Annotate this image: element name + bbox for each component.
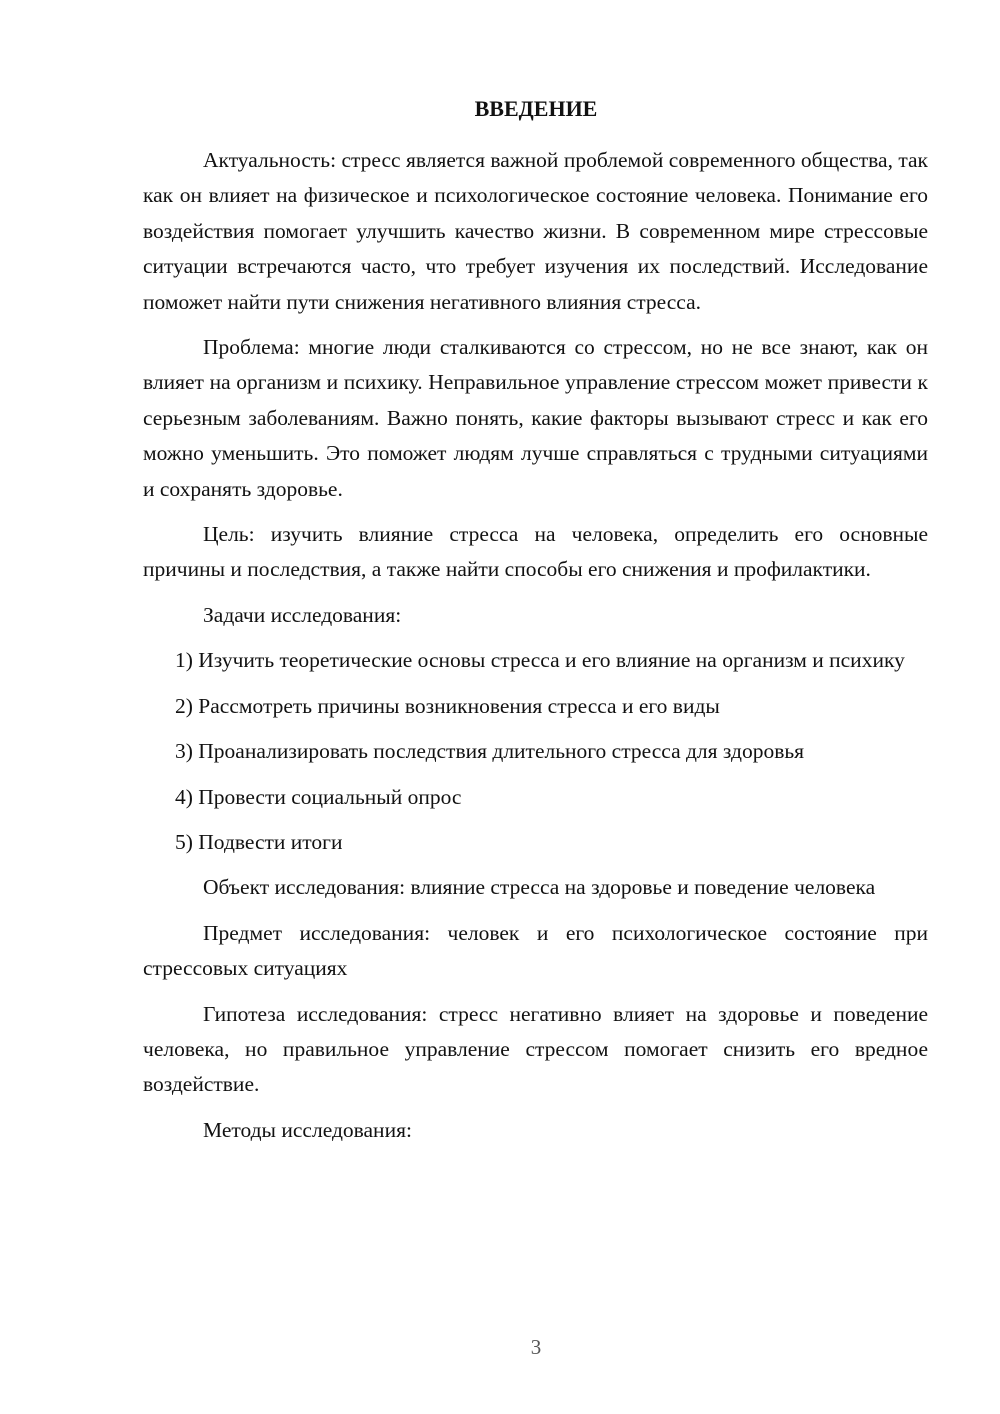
page-title: ВВЕДЕНИЕ — [474, 96, 598, 121]
paragraph-problem: Проблема: многие люди сталкиваются со стрессом, но не все знают, как он влияет на организм и психику. Неправильное управление стрессом может привести к серьезным заболеваниям. Важно понять, какие факторы вызывают стресс и как его можно уменьшить. Это поможет людям лучше справляться с трудными ситуациями и сохранять здоровье. — [143, 335, 928, 501]
list-item: 5) Подвести итоги — [175, 829, 343, 854]
tasks-heading: Задачи исследования: — [203, 602, 402, 627]
list-item: 1) Изучить теоретические основы стресса и его влияние на организм и психику — [175, 648, 905, 673]
page-number: 3 — [530, 1335, 542, 1359]
methods-heading: Методы исследования: — [203, 1117, 412, 1142]
paragraph-object: Объект исследования: влияние стресса на здоровье и поведение человека — [203, 875, 876, 900]
tasks-list — [143, 643, 928, 860]
list-item: 3) Проанализировать последствия длительного стресса для здоровья — [175, 739, 805, 764]
list-item: 2) Рассмотреть причины возникновения стресса и его виды — [175, 693, 720, 718]
paragraph-relevance: Актуальность: стресс является важной проблемой современного общества, так как он влияет на физическое и психологическое состояние человека. Понимание его воздействия помогает улучшить качество жизни. В современном мире стрессовые ситуации встречаются часто, что требует изучения их последствий. Исследование поможет найти пути снижения негативного влияния стресса. — [143, 148, 928, 314]
document-body — [143, 143, 928, 1148]
paragraph-hypothesis: Гипотеза исследования: стресс негативно влияет на здоровье и поведение человека, но правильное управление стрессом помогает снизить его вредное воздействие. — [143, 1001, 928, 1097]
list-item: 4) Провести социальный опрос — [175, 784, 462, 809]
paragraph-goal: Цель: изучить влияние стресса на человека, определить его основные причины и последствия, а также найти способы его снижения и профилактики. — [143, 522, 928, 582]
paragraph-subject: Предмет исследования: человек и его психологическое состояние при стрессовых ситуациях — [143, 920, 928, 981]
